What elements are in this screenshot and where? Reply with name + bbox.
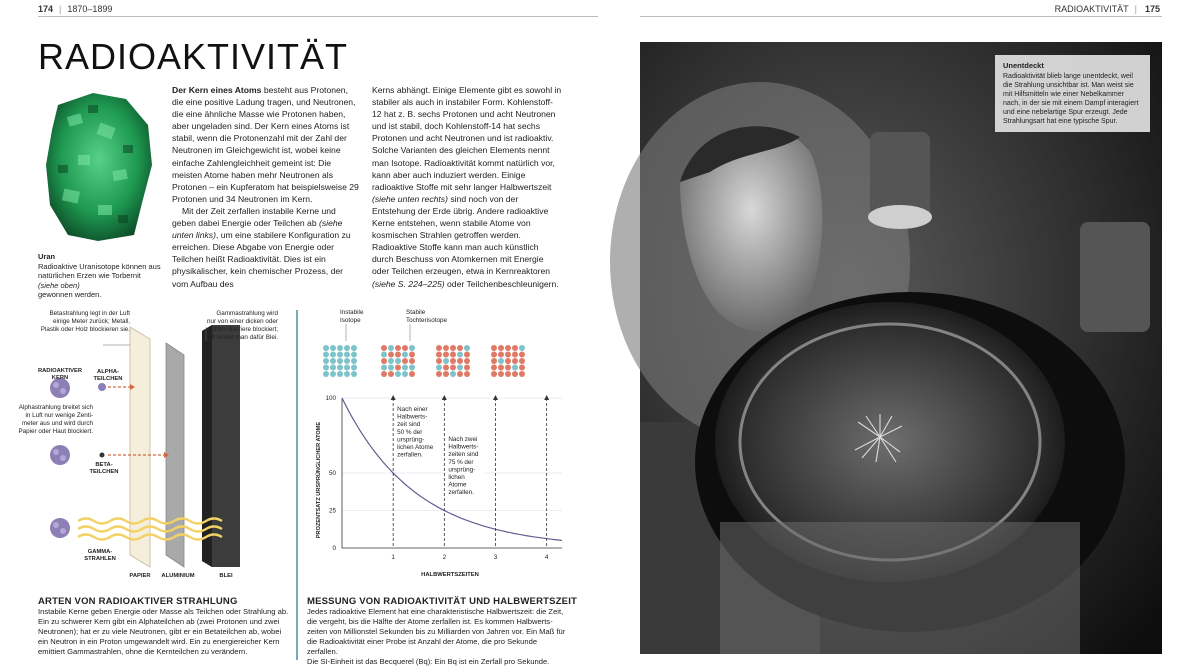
gamma-label-line-1: GAMMA- <box>88 549 113 555</box>
annotation-1-line-5: lichen <box>448 474 465 481</box>
atom-1-8 <box>402 352 408 358</box>
atom-2-22 <box>450 371 456 377</box>
atom-3-13 <box>512 358 518 364</box>
beta-note-line-2: einige Meter zurück; Metall, <box>53 318 130 325</box>
x-axis-label: HALBWERTSZEITEN <box>421 572 479 578</box>
barrier-label-lead: BLEI <box>219 573 233 579</box>
atom-3-15 <box>491 365 497 371</box>
atom-3-10 <box>491 358 497 364</box>
paragraph-2-text-a: Mit der Zeit zerfallen instabile Kerne und geben dabei Energie oder Teilchen ab <box>172 206 336 228</box>
gamma-note-line-4: oft nimmt man dafür Blei. <box>208 334 278 341</box>
halflife-text-line-3: zeiten von Millionstel Sekunden bis zu Milliarden von Jahren vor. Ein Maß für <box>307 627 569 637</box>
atom-1-6 <box>388 352 394 358</box>
atom-3-8 <box>512 352 518 358</box>
atom-1-18 <box>402 365 408 371</box>
beta-note-line-1: Betastrahlung legt in der Luft <box>49 310 130 317</box>
section-divider <box>296 310 298 660</box>
annotation-0-line-2: zeit sind <box>397 421 421 428</box>
atom-1-19 <box>409 365 415 371</box>
cloud-chamber-photo <box>640 42 1162 654</box>
radiation-text-line-1: Instabile Kerne geben Energie oder Masse als Teilchen oder Strahlung ab. <box>38 607 294 617</box>
atom-2-4 <box>464 345 470 351</box>
atom-1-4 <box>409 345 415 351</box>
atom-0-11 <box>330 358 336 364</box>
atom-0-6 <box>330 352 336 358</box>
nucleus-alpha <box>50 378 70 398</box>
barrier-label-aluminium: ALUMINIUM <box>161 573 194 579</box>
annotation-0-line-0: Nach einer <box>397 406 427 413</box>
nucleus-label-line-1: RADIOAKTIVER <box>38 368 83 374</box>
uranium-caption-title: Uran <box>38 252 163 262</box>
halflife-section-title: MESSUNG VON RADIOAKTIVITÄT UND HALBWERTSZEIT <box>307 596 577 607</box>
atom-2-9 <box>464 352 470 358</box>
alpha-note-line-4: Papier oder Haut blockiert. <box>18 428 93 435</box>
half-life-marker-head-1 <box>391 395 396 400</box>
atom-0-8 <box>344 352 350 358</box>
photo-caption-title: Unentdeckt <box>1003 61 1142 70</box>
atom-2-24 <box>464 371 470 377</box>
atom-0-21 <box>330 371 336 377</box>
atom-1-13 <box>402 358 408 364</box>
halflife-text-line-4: die Radioaktivität einer Probe ist Anzahl der Atome, die pro Sekunde zerfallen. <box>307 637 569 657</box>
body-column-2 <box>372 84 562 290</box>
atom-1-20 <box>381 371 387 377</box>
radiation-text-line-3: Neutronen); hat er zu viele Neutronen, gibt er ein Betateilchen ab, wobei <box>38 627 294 637</box>
atom-0-0 <box>323 345 329 351</box>
beta-particle <box>100 453 105 458</box>
atom-1-22 <box>395 371 401 377</box>
atom-1-10 <box>381 358 387 364</box>
atom-3-16 <box>498 365 504 371</box>
atom-3-3 <box>512 345 518 351</box>
atom-3-24 <box>519 371 525 377</box>
y-tick-0: 0 <box>332 545 336 552</box>
atom-2-12 <box>450 358 456 364</box>
unstable-label-line-2: Isotope <box>340 317 361 324</box>
annotation-0-line-6: zerfallen. <box>397 452 423 459</box>
paragraph-3-ref-2: (siehe S. 224–225) <box>372 279 445 289</box>
atom-2-21 <box>443 371 449 377</box>
beta-note-line-3: Plastik oder Holz blockieren sie. <box>41 326 130 333</box>
x-tick-4: 4 <box>545 554 549 561</box>
paragraph-2-ref: (siehe unten links) <box>172 218 342 240</box>
radiation-section-text <box>38 607 294 657</box>
atom-2-1 <box>443 345 449 351</box>
annotation-0-line-3: 50 % der <box>397 429 422 436</box>
atom-1-24 <box>409 371 415 377</box>
y-axis-label: PROZENTSATZ URSPRÜNGLICHER ATOME <box>315 422 322 539</box>
atom-0-5 <box>323 352 329 358</box>
annotation-1-line-0: Nach zwei <box>448 436 477 443</box>
atom-2-17 <box>450 365 456 371</box>
radiation-text-line-2: Ein zu schwerer Kern gibt ein Alphateilchen ab (zwei Protonen und zwei <box>38 617 294 627</box>
lead-phrase: Der Kern eines Atoms <box>172 85 261 95</box>
atom-1-5 <box>381 352 387 358</box>
page-number-right: 175 <box>1145 4 1160 14</box>
header-rule-right <box>640 16 1162 17</box>
paragraph-3-text-b: sind noch von der Entstehung der Erde übrig. Andere radioaktive Kerne entstehen, wenn stabile Atome von kosmischen Strahlen getroffen werden. Radioaktive Stoffe kann man auch künstlich durch Beschuss von Atomkernen mit Energie oder Teilchen erzeugen, etwa in Kernreaktoren <box>372 194 550 277</box>
atom-3-7 <box>505 352 511 358</box>
atom-3-11 <box>498 358 504 364</box>
atom-0-15 <box>323 365 329 371</box>
uranium-caption-line3: gewonnen werden. <box>38 290 101 299</box>
paragraph-3-text-c: oder Teilchenbeschleunigern. <box>447 279 559 289</box>
atom-2-2 <box>450 345 456 351</box>
atom-3-2 <box>505 345 511 351</box>
atom-1-3 <box>402 345 408 351</box>
alpha-note-line-1: Alphastrahlung breitet sich <box>19 404 94 411</box>
atom-2-8 <box>457 352 463 358</box>
atom-3-22 <box>505 371 511 377</box>
isotope-grid-1 <box>381 345 415 377</box>
atom-2-16 <box>443 365 449 371</box>
atom-2-10 <box>436 358 442 364</box>
isotope-grid-2 <box>436 345 470 377</box>
alpha-note-line-2: in Luft nur wenige Zenti- <box>25 412 93 419</box>
atom-0-22 <box>337 371 343 377</box>
beta-label-line-1: BETA- <box>95 462 112 468</box>
atom-0-2 <box>337 345 343 351</box>
atom-1-1 <box>388 345 394 351</box>
atom-1-14 <box>409 358 415 364</box>
y-tick-25: 25 <box>329 508 337 515</box>
x-tick-1: 1 <box>391 554 395 561</box>
alpha-particle <box>98 383 106 391</box>
annotation-0-line-1: Halbwerts- <box>397 414 427 421</box>
atom-0-7 <box>337 352 343 358</box>
paragraph-3-ref-1: (siehe unten rechts) <box>372 194 448 204</box>
atom-2-19 <box>464 365 470 371</box>
barrier-label-paper: PAPIER <box>129 573 151 579</box>
nucleus-gamma <box>50 518 70 538</box>
atom-1-7 <box>395 352 401 358</box>
atom-1-0 <box>381 345 387 351</box>
atom-0-19 <box>351 365 357 371</box>
atom-3-14 <box>519 358 525 364</box>
atom-1-17 <box>395 365 401 371</box>
atom-2-5 <box>436 352 442 358</box>
atom-1-11 <box>388 358 394 364</box>
stable-label-line-2: Tochterisotope <box>406 317 447 324</box>
halflife-text-line-5: Die SI-Einheit ist das Becquerel (Bq): Ein Bq ist ein Zerfall pro Sekunde. <box>307 657 569 667</box>
atom-1-9 <box>409 352 415 358</box>
atom-3-20 <box>491 371 497 377</box>
atom-3-6 <box>498 352 504 358</box>
uranium-caption-ref: (siehe oben) <box>38 281 80 290</box>
atom-1-16 <box>388 365 394 371</box>
radiation-text-line-5: emittiert Gammastrahlen, ohne die Kernteilchen zu verändern. <box>38 647 294 657</box>
halflife-text-line-2: die vergeht, bis die Hälfte der Atome zerfallen ist. Es kommen Halbwerts- <box>307 617 569 627</box>
atom-0-20 <box>323 371 329 377</box>
atom-1-21 <box>388 371 394 377</box>
atom-3-12 <box>505 358 511 364</box>
atom-3-18 <box>512 365 518 371</box>
atom-3-4 <box>519 345 525 351</box>
atom-2-23 <box>457 371 463 377</box>
atom-0-24 <box>351 371 357 377</box>
unstable-label-line-1: Instabile <box>340 309 364 316</box>
isotope-grid-3 <box>491 345 525 377</box>
isotope-grids <box>323 345 525 377</box>
annotation-1-line-3: 75 % der <box>448 459 473 466</box>
halflife-text-line-1: Jedes radioaktive Element hat eine charakteristische Halbwertszeit: die Zeit, <box>307 607 569 617</box>
atom-0-23 <box>344 371 350 377</box>
alpha-label-line-2: TEILCHEN <box>94 376 123 382</box>
annotation-0-line-5: lichen Atome <box>397 444 434 451</box>
body-paragraph-3 <box>372 84 562 290</box>
y-tick-50: 50 <box>329 470 337 477</box>
stable-label-line-1: Stabile <box>406 309 426 316</box>
alpha-note-line-3: meter aus und wird durch <box>22 420 94 427</box>
page-header-left: 174 | 1870–1899 <box>38 4 112 14</box>
atom-3-21 <box>498 371 504 377</box>
annotation-1-line-6: Atome <box>448 482 467 489</box>
atom-2-14 <box>464 358 470 364</box>
page-title: RADIOAKTIVITÄT <box>38 36 348 78</box>
atom-3-0 <box>491 345 497 351</box>
atom-3-5 <box>491 352 497 358</box>
half-life-marker-head-4 <box>544 395 549 400</box>
nucleus-label-line-2: KERN <box>52 375 68 381</box>
atom-1-15 <box>381 365 387 371</box>
half-life-marker-head-2 <box>442 395 447 400</box>
gamma-label-line-2: STRAHLEN <box>84 556 116 562</box>
atom-2-7 <box>450 352 456 358</box>
annotation-1-line-2: zeiten sind <box>448 451 479 458</box>
atom-3-19 <box>519 365 525 371</box>
radiation-types-diagram <box>38 305 296 590</box>
atom-0-17 <box>337 365 343 371</box>
atom-0-16 <box>330 365 336 371</box>
atom-1-23 <box>402 371 408 377</box>
uranium-caption <box>38 252 163 300</box>
annotation-1-line-7: zerfallen. <box>448 489 474 496</box>
gamma-note-line-3: dichten Barriere blockiert; <box>207 326 279 333</box>
uranium-caption-line1: Radioaktive Uranisotope können aus <box>38 262 161 271</box>
atom-0-9 <box>351 352 357 358</box>
nucleus-beta <box>50 445 70 465</box>
isotope-grid-0 <box>323 345 357 377</box>
atom-1-2 <box>395 345 401 351</box>
annotation-0-line-4: ursprüng- <box>397 436 424 443</box>
atom-0-4 <box>351 345 357 351</box>
atom-2-13 <box>457 358 463 364</box>
half-life-chart <box>300 305 568 590</box>
atom-3-23 <box>512 371 518 377</box>
atom-2-20 <box>436 371 442 377</box>
gamma-note-line-1: Gammastrahlung wird <box>216 310 278 317</box>
atom-0-3 <box>344 345 350 351</box>
y-tick-100: 100 <box>325 395 336 402</box>
page-number-left: 174 <box>38 4 53 14</box>
atom-2-18 <box>457 365 463 371</box>
uranium-mineral-image <box>38 85 158 245</box>
x-tick-3: 3 <box>494 554 498 561</box>
paragraph-2-text-b: , um eine stabilere Konfiguration zu erreichen. Diese Abgabe von Energie oder Teilchen heißt Radioaktivität. Dies ist ein physikalischer, kein chemischer Prozess, der vom Aufbau des <box>172 230 351 288</box>
atom-3-9 <box>519 352 525 358</box>
atom-2-6 <box>443 352 449 358</box>
body-paragraph-1 <box>172 84 360 205</box>
atom-1-12 <box>395 358 401 364</box>
annotation-1-line-1: Halbwerts- <box>448 444 478 451</box>
atom-3-17 <box>505 365 511 371</box>
alpha-label-line-1: ALPHA- <box>97 369 119 375</box>
paragraph-3-text-a: Kerns abhängt. Einige Elemente gibt es sowohl in stabiler als auch in instabiler Form. Kohlenstoff-12 hat z. B. sechs Protonen und acht Neutronen und ist stabil, doch Kohlenstoff-14 hat sechs Protonen und acht Neutronen und ist radioaktiv. Solche Varianten des gleichen Elements nennt man Isotope. Radioaktivität kommt natürlich vor, kann aber auch induziert werden. Einige radioaktive Stoffe mit sehr langer Halbwertszeit <box>372 85 561 192</box>
atom-0-14 <box>351 358 357 364</box>
radiation-section-title: ARTEN VON RADIOAKTIVER STRAHLUNG <box>38 596 238 607</box>
atom-0-1 <box>330 345 336 351</box>
page-header-right: RADIOAKTIVITÄT | 175 <box>1055 4 1160 14</box>
atom-2-11 <box>443 358 449 364</box>
body-column-1 <box>172 84 360 290</box>
radiation-text-line-4: ein Neutron in ein Proton umgewandelt wird. Ein zu energiereicher Kern <box>38 637 294 647</box>
x-tick-2: 2 <box>443 554 447 561</box>
halflife-section-text <box>307 607 569 667</box>
atom-2-0 <box>436 345 442 351</box>
atom-2-3 <box>457 345 463 351</box>
photo-caption-text: Radioaktivität blieb lange unentdeckt, weil die Strahlung unsichtbar ist. Man weist sie mit Hilfsmitteln wie einer Nebelkammer nach, in der sie mit einem Dampf interagiert und eine nebelartige Spur erzeugt. Jede Strahlungsart hat eine typische Spur. <box>1003 73 1138 125</box>
beta-label-line-2: TEILCHEN <box>90 469 119 475</box>
section-label: RADIOAKTIVITÄT <box>1055 4 1129 14</box>
gamma-note-line-2: nur von einer dicken oder <box>207 318 278 325</box>
atom-0-10 <box>323 358 329 364</box>
header-rule-left <box>38 16 598 17</box>
atom-0-18 <box>344 365 350 371</box>
atom-0-12 <box>337 358 343 364</box>
atom-0-13 <box>344 358 350 364</box>
photo-caption <box>995 55 1150 132</box>
annotation-1-line-4: ursprüng- <box>448 466 475 473</box>
body-paragraph-2 <box>172 205 360 290</box>
atom-3-1 <box>498 345 504 351</box>
half-life-marker-head-3 <box>493 395 498 400</box>
period-label: 1870–1899 <box>67 4 112 14</box>
paragraph-1-text: besteht aus Protonen, die eine positive Ladung tragen, und Neutronen, die eine ähnliche Masse wie Protonen haben, aber ungeladen sind. Der Kern eines Atoms ist stabil, wenn die Protonenzahl mit der Zahl der Neutronen im Gleichgewicht ist, wobei keine einfache Zahlengleichheit gemeint ist: Die meisten Atome haben mehr Neutronen als Protonen – ein Kupferatom hat beispielsweise 29 Protonen und 34 Neutronen im Kern. <box>172 85 359 204</box>
uranium-caption-line2: natürlichen Erzen wie Torbernit <box>38 271 141 280</box>
atom-2-15 <box>436 365 442 371</box>
